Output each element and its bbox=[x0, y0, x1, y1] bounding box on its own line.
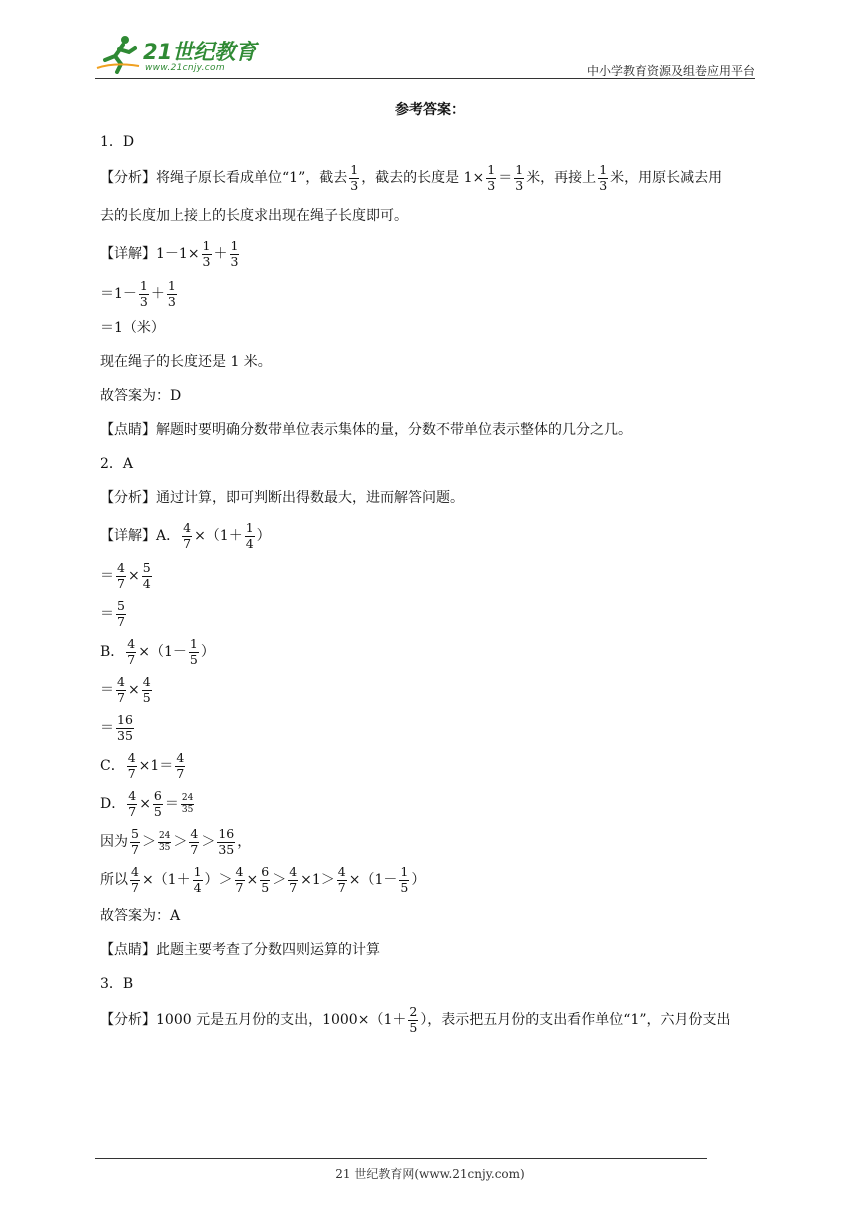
fraction: $\frac{6}{5}$ bbox=[261, 864, 270, 895]
fraction: $\frac{4}{7}$ bbox=[131, 864, 139, 895]
fraction: $\frac{16}{35}$ bbox=[218, 826, 235, 857]
q2-detail-a: 【详解】A． $\frac{4}{7}$ ×（1＋ $\frac{1}{4}$ ） bbox=[100, 520, 271, 551]
header-divider bbox=[95, 78, 755, 79]
fraction: $\frac{5}{7}$ bbox=[117, 598, 125, 629]
fraction: $\frac{4}{7}$ bbox=[127, 636, 136, 667]
fraction: $\frac{1}{4}$ bbox=[245, 520, 254, 551]
q2-b-eq1: ＝ $\frac{4}{7}$ × $\frac{4}{5}$ bbox=[100, 674, 151, 705]
fraction: $\frac{4}{7}$ bbox=[235, 864, 244, 895]
fraction: $\frac{1}{3}$ bbox=[350, 162, 359, 193]
fraction: $\frac{4}{7}$ bbox=[176, 750, 185, 781]
q1-analysis-line2: 去的长度加上接上的长度求出现在绳子长度即可。 bbox=[100, 208, 408, 224]
fraction: $\frac{4}{7}$ bbox=[183, 520, 192, 551]
fraction: $\frac{4}{7}$ bbox=[190, 826, 199, 857]
fraction: $\frac{4}{7}$ bbox=[289, 864, 298, 895]
q2-b-eq2: ＝ $\frac{16}{35}$ bbox=[100, 712, 133, 743]
q1-answer: 故答案为：D bbox=[100, 388, 182, 404]
fraction: $\frac{4}{5}$ bbox=[142, 674, 151, 705]
q3-number: 3．B bbox=[100, 976, 134, 992]
page-header bbox=[95, 30, 755, 78]
fraction: $\frac{2}{5}$ bbox=[409, 1004, 418, 1035]
fraction: $\frac{1}{3}$ bbox=[230, 238, 239, 269]
answer-content bbox=[100, 100, 760, 1034]
q2-detail-b: B． $\frac{4}{7}$ ×（1－ $\frac{1}{5}$ ） bbox=[100, 636, 215, 667]
fraction: $\frac{1}{3}$ bbox=[139, 278, 148, 309]
q2-comment: 【点睛】此题主要考查了分数四则运算的计算 bbox=[100, 942, 380, 958]
fraction: $\frac{24}{35}$ bbox=[181, 792, 194, 815]
fraction: $\frac{4}{7}$ bbox=[117, 560, 125, 591]
fraction: $\frac{1}{3}$ bbox=[167, 278, 176, 309]
fraction: $\frac{24}{35}$ bbox=[158, 830, 171, 853]
q2-analysis: 【分析】通过计算，即可判断出得数最大，进而解答问题。 bbox=[100, 490, 464, 506]
header-platform-text: 中小学教育资源及组卷应用平台 bbox=[586, 64, 755, 78]
q2-number: 2．A bbox=[100, 456, 134, 472]
fraction: $\frac{1}{3}$ bbox=[487, 162, 496, 193]
q1-summary: 现在绳子的长度还是 1 米。 bbox=[100, 354, 272, 370]
fraction: $\frac{4}{7}$ bbox=[117, 674, 125, 705]
q2-detail-c: C． $\frac{4}{7}$ ×1＝ $\frac{4}{7}$ bbox=[100, 750, 185, 781]
logo-text: 21世纪教育 bbox=[143, 40, 257, 64]
fraction: $\frac{4}{7}$ bbox=[127, 750, 136, 781]
page-title: 参考答案： bbox=[395, 102, 465, 118]
q2-a-eq2: ＝ $\frac{5}{7}$ bbox=[100, 598, 125, 629]
fraction: $\frac{16}{35}$ bbox=[117, 712, 133, 743]
fraction: $\frac{4}{7}$ bbox=[337, 864, 346, 895]
q1-eq2: ＝1（米） bbox=[100, 320, 165, 336]
fraction: $\frac{1}{3}$ bbox=[515, 162, 524, 193]
q3-analysis: 【分析】1000 元是五月份的支出，1000×（1＋ $\frac{2}{5}$ ），表示把五月份的支出看作单位“1”，六月份支出 bbox=[100, 1004, 731, 1035]
q2-because: 因为 $\frac{5}{7}$ ＞ $\frac{24}{35}$ ＞ $\frac{4}{7}$ ＞ $\frac{16}{35}$ ， bbox=[100, 826, 252, 857]
q1-comment: 【点睛】解题时要明确分数带单位表示集体的量，分数不带单位表示整体的几分之几。 bbox=[100, 422, 632, 438]
fraction: $\frac{1}{3}$ bbox=[202, 238, 211, 269]
page-footer: 21 世纪教育网(www.21cnjy.com) bbox=[335, 1167, 525, 1181]
runner-icon bbox=[95, 34, 141, 74]
q2-so: 所以 $\frac{4}{7}$ ×（1＋ $\frac{1}{4}$ ）＞ $\frac{4}{7}$ × $\frac{6}{5}$ ＞ $\frac{4}{7}$ ×1＞ $\frac{4}{7}$ ×（1－ $\frac{1}{5}$ ） bbox=[100, 864, 426, 895]
q1-number: 1．D bbox=[100, 134, 135, 150]
logo-url: www.21cnjy.com bbox=[145, 63, 225, 73]
fraction: $\frac{1}{5}$ bbox=[400, 864, 409, 895]
fraction: $\frac{5}{7}$ bbox=[131, 826, 139, 857]
fraction: $\frac{6}{5}$ bbox=[153, 788, 162, 819]
fraction: $\frac{5}{4}$ bbox=[142, 560, 151, 591]
fraction: $\frac{1}{5}$ bbox=[189, 636, 198, 667]
q1-analysis-line1: 【分析】将绳子原长看成单位“1”，截去 $\frac{1}{3}$ ，截去的长度是 1× $\frac{1}{3}$ ＝ $\frac{1}{3}$ 米，再接上 $\frac{1}{3}$ 米，用原长减去用 bbox=[100, 162, 723, 193]
logo bbox=[95, 34, 265, 78]
fraction: $\frac{1}{4}$ bbox=[193, 864, 202, 895]
q2-answer: 故答案为：A bbox=[100, 908, 181, 924]
q2-detail-d: D． $\frac{4}{7}$ × $\frac{6}{5}$ ＝ $\frac{24}{35}$ bbox=[100, 788, 194, 819]
footer-divider bbox=[95, 1158, 707, 1159]
fraction: $\frac{1}{3}$ bbox=[599, 162, 608, 193]
q1-detail: 【详解】1－1× $\frac{1}{3}$ ＋ $\frac{1}{3}$ bbox=[100, 238, 239, 269]
q1-eq1: ＝1－ $\frac{1}{3}$ ＋ $\frac{1}{3}$ bbox=[100, 278, 176, 309]
q2-a-eq1: ＝ $\frac{4}{7}$ × $\frac{5}{4}$ bbox=[100, 560, 151, 591]
fraction: $\frac{4}{7}$ bbox=[128, 788, 137, 819]
